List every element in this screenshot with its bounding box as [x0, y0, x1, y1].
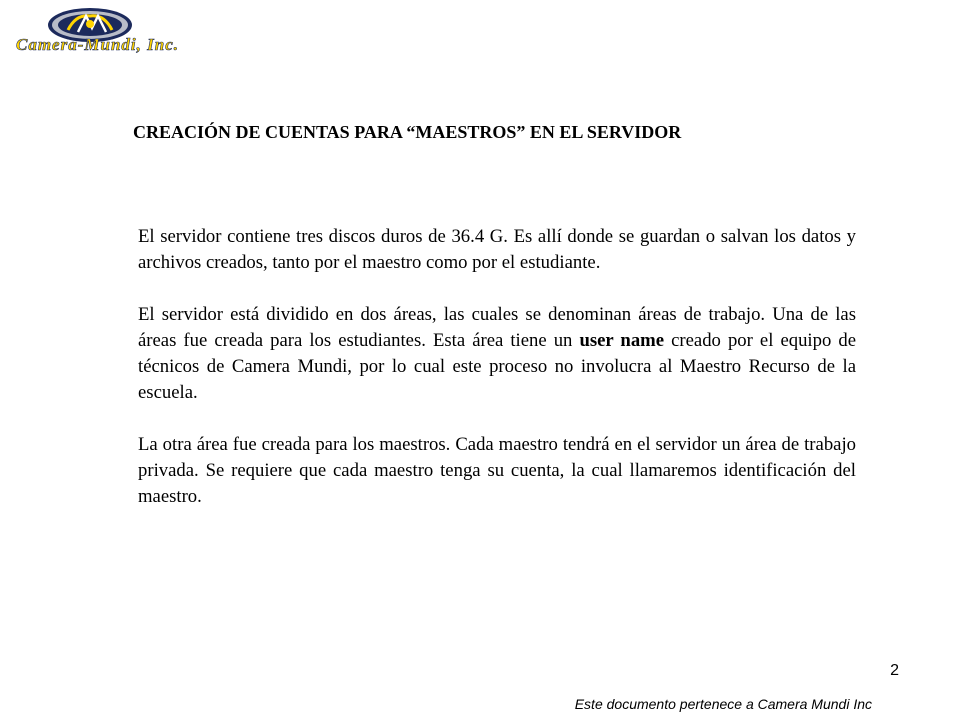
- ownership-footer: Este documento pertenece a Camera Mundi Inc: [574, 696, 872, 712]
- document-body: [138, 224, 856, 536]
- logo-wordmark: Camera-Mundi, Inc.: [16, 35, 179, 54]
- paragraph-work-areas-text-end: creado por el equipo de técnicos de Camera Mundi, por lo cual este proceso no involucra al Maestro Recurso de la escuela.: [138, 330, 856, 403]
- paragraph-work-areas: [138, 302, 856, 406]
- paragraph-teacher-area: La otra área fue creada para los maestros. Cada maestro tendrá en el servidor un área de trabajo privada. Se requiere que cada maestro tenga su cuenta, la cual llamaremos identificación del maestro.: [138, 434, 856, 507]
- company-logo: [6, 4, 186, 56]
- document-title: CREACIÓN DE CUENTAS PARA “MAESTROS” EN EL SERVIDOR: [133, 122, 682, 142]
- page-number: 2: [890, 662, 899, 679]
- paragraph-work-areas-text-start: El servidor está dividido en dos áreas, las cuales se denominan áreas de trabajo. Una de las áreas fue creada para los estudiantes. Esta área tiene un: [138, 304, 856, 351]
- user-name-term: user name: [579, 330, 665, 351]
- paragraph-server-disks: El servidor contiene tres discos duros de 36.4 G. Es allí donde se guardan o salvan los datos y archivos creados, tanto por el maestro como por el estudiante.: [138, 226, 856, 273]
